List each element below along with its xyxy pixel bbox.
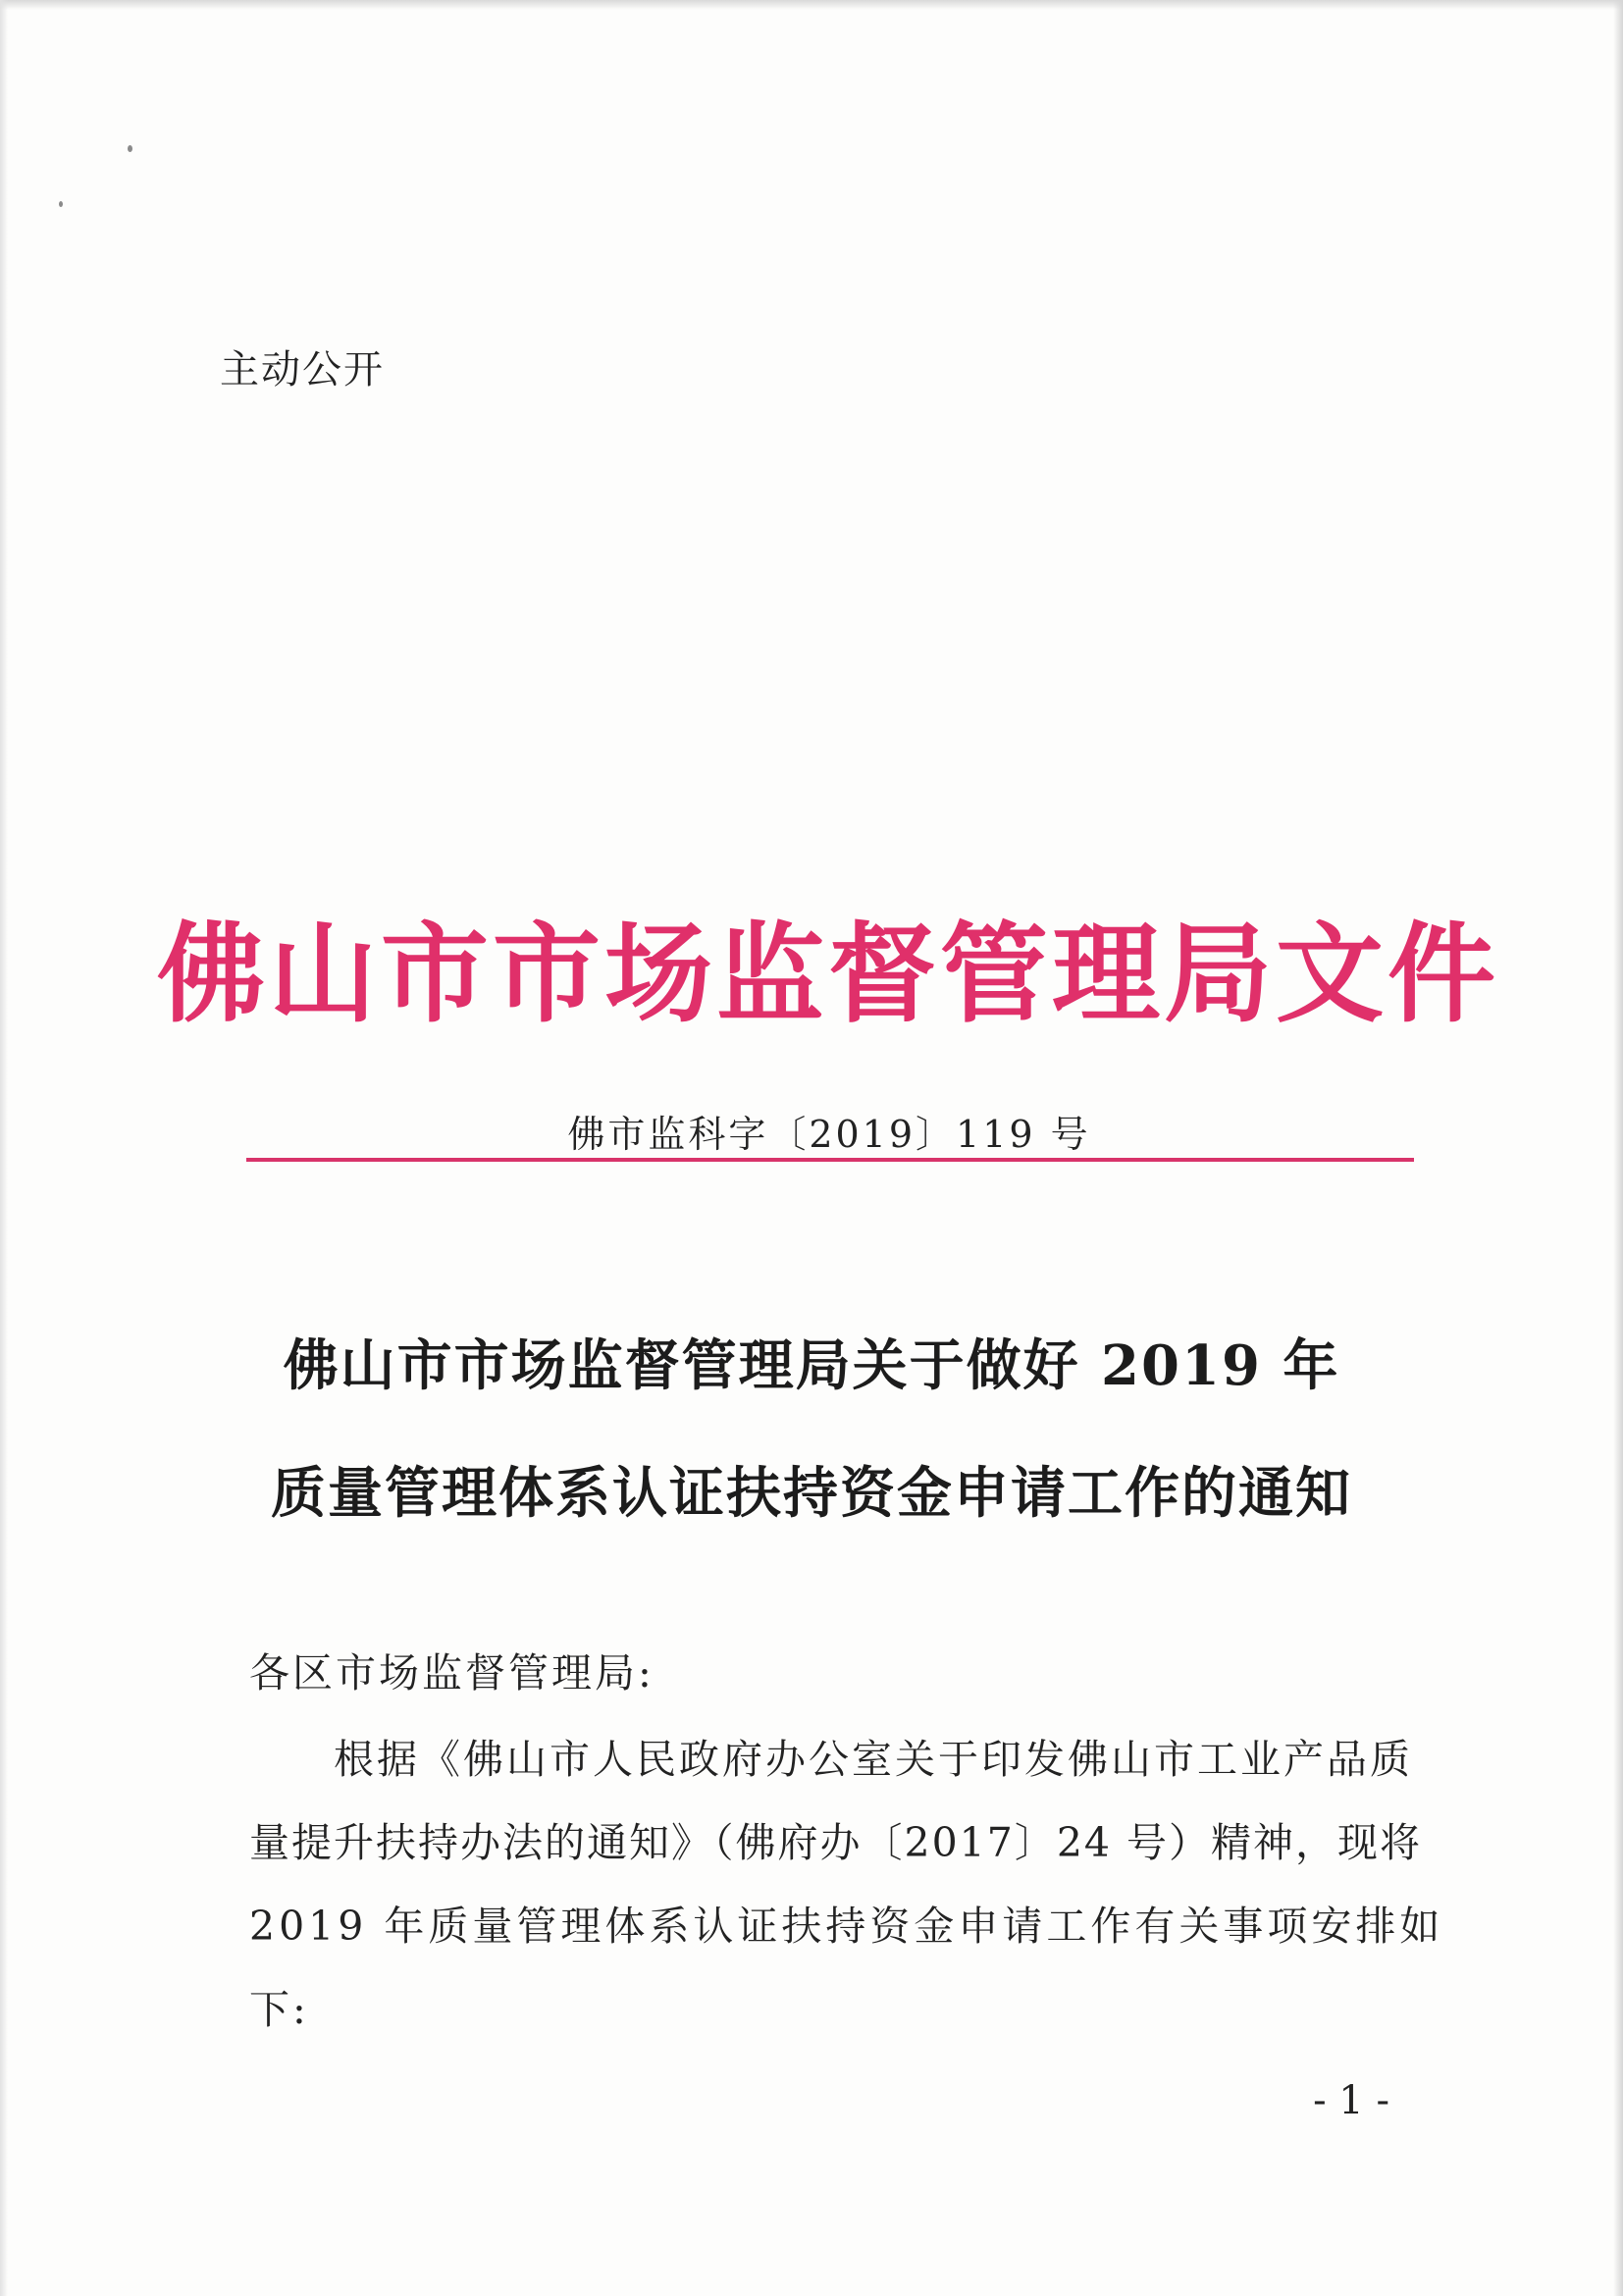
salutation: 各区市场监督管理局: xyxy=(249,1649,654,1696)
scan-speck xyxy=(128,145,132,152)
masthead-title: 佛山市市场监督管理局文件 xyxy=(157,912,1499,1037)
body-text-line: 量提升扶持办法的通知》（佛府办〔2017〕24 号）精神，现将 xyxy=(249,1819,1423,1866)
scan-edge-left xyxy=(0,0,8,2296)
document-number: 佛市监科字〔2019〕119 号 xyxy=(567,1113,1091,1156)
scan-edge-top xyxy=(0,0,1623,10)
notice-title-line-2: 质量管理体系认证扶持资金申请工作的通知 xyxy=(271,1461,1352,1526)
body-text-line: 2019 年质量管理体系认证扶持资金申请工作有关事项安排如 xyxy=(249,1903,1444,1950)
page-number: - 1 - xyxy=(1313,2078,1389,2123)
notice-title-line-1: 佛山市市场监督管理局关于做好 2019 年 xyxy=(283,1333,1340,1398)
body-text-line: 根据《佛山市人民政府办公室关于印发佛山市工业产品质 xyxy=(334,1736,1413,1783)
body-text-line: 下: xyxy=(249,1986,309,2033)
scan-edge-right xyxy=(1613,0,1623,2296)
disclosure-label: 主动公开 xyxy=(220,347,385,392)
masthead-separator-line xyxy=(246,1158,1414,1162)
scan-speck xyxy=(59,201,63,207)
